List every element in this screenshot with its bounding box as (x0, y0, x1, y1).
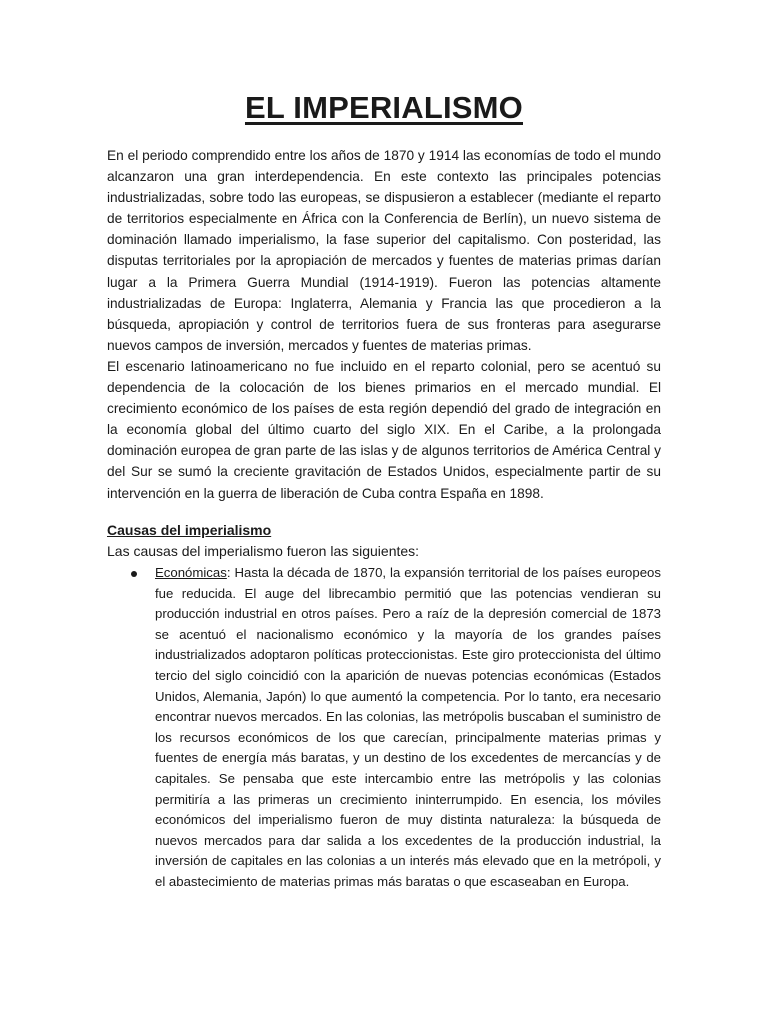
section-intro: Las causas del imperialismo fueron las siguientes: (107, 543, 420, 559)
paragraph: En el periodo comprendido entre los años de 1870 y 1914 las economías de todo el mundo alcanzaron una gran interdependencia. En este contexto las principales potencias industrializadas, sobre todo las europeas, se dispusieron a establecer (mediante el reparto de territorios especialmente en África con la Conferencia de Berlín), un nuevo sistema de dominación llamado imperialismo, la fase superior del capitalismo. Con posteridad, las disputas territoriales por la apropiación de mercados y fuentes de materias primas darían lugar a la Primera Guerra Mundial (1914-1919). Fueron las potencias altamente industrializadas de Europa: Inglaterra, Alemania y Francia las que procedieron a la búsqueda, apropiación y control de territorios fuera de sus fronteras para asegurarse nuevos campos de inversión, mercados y fuentes de materias primas. (107, 148, 661, 353)
section-heading: Causas del imperialismo (107, 522, 272, 538)
list-item-text (155, 563, 661, 893)
intro-section (107, 145, 661, 504)
causes-list (125, 563, 661, 893)
bullet-icon (131, 571, 137, 577)
list-item-label: Económicas (155, 565, 227, 580)
list-item-body: : Hasta la década de 1870, la expansión territorial de los países europeos fue reducida. El auge del librecambio permitió que las potencias vendieran su producción industrial en otros países. Pero a raíz de la depresión comercial de 1873 se acentuó el nacionalismo económico y la mayoría de los grandes países industrializados adoptaron políticas proteccionistas. Este giro proteccionista del último tercio del siglo coincidió con la aparición de nuevas potencias económicas (Estados Unidos, Alemania, Japón) lo que aumentó la competencia. Por lo tanto, era necesario encontrar nuevos mercados. En las colonias, las metrópolis buscaban el suministro de los recursos económicos de los que carecían, principalmente materias primas y fuentes de energía más baratas, y un destino de los excedentes de mercancías y de capitales. Se pensaba que este intercambio entre las metrópolis y las colonias permitiría a las primeras un crecimiento ininterrumpido. En esencia, los móviles económicos del imperialismo fueron de muy distinta naturaleza: la búsqueda de nuevos mercados para dar salida a los excedentes de la producción industrial, la inversión de capitales en las colonias a un interés más elevado que en la metrópoli, y el abastecimiento de materias primas más baratas o que escaseaban en Europa. (155, 565, 661, 889)
list-item (125, 563, 661, 893)
document-title: EL IMPERIALISMO (244, 90, 523, 125)
paragraph: El escenario latinoamericano no fue incluido en el reparto colonial, pero se acentuó su dependencia de la colocación de los bienes primarios en el mercado mundial. El crecimiento económico de los países de esta región dependió del grado de integración en la economía global del último cuarto del siglo XIX. En el Caribe, a la prolongada dominación europea de gran parte de las islas y de algunos territorios de América Central y del Sur se sumó la creciente gravitación de Estados Unidos, especialmente partir de su intervención en la guerra de liberación de Cuba contra España en 1898. (107, 358, 661, 501)
